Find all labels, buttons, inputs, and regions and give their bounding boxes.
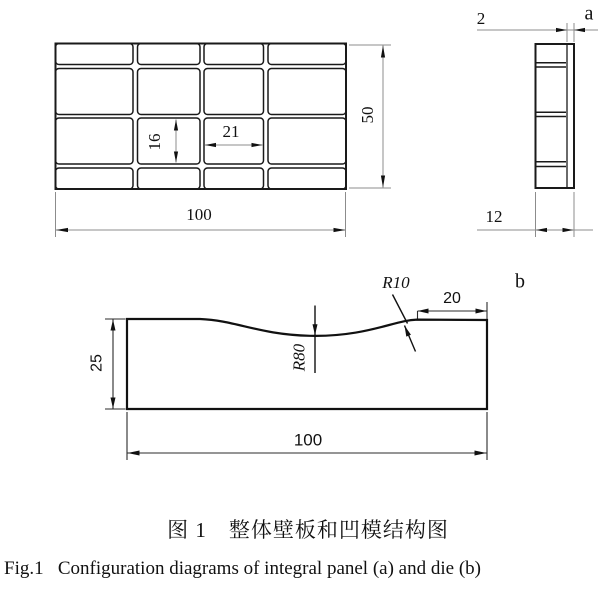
panel-width-dim: 100	[186, 204, 212, 224]
panel-pocket-cell	[56, 118, 134, 164]
dimension-arrowhead	[205, 143, 216, 147]
die-height-dim: 25	[88, 354, 106, 372]
panel-outline	[56, 44, 347, 190]
pocket-height-dim: 16	[144, 133, 164, 151]
dimension-arrowhead	[252, 143, 263, 147]
panel-pocket-cell	[204, 69, 264, 115]
dimension-arrowhead	[56, 228, 68, 232]
total-thickness-dim: 12	[485, 206, 503, 226]
r10-leader-line	[393, 295, 408, 324]
dimension-arrowhead	[475, 451, 487, 456]
die-width-dim: 100	[293, 430, 323, 450]
view-label-b: b	[515, 270, 525, 293]
dimension-arrowhead	[128, 451, 140, 456]
die-fillet-radius-dim: R10	[382, 272, 410, 292]
dimension-arrowhead	[405, 326, 411, 337]
panel-pocket-cell	[56, 44, 134, 65]
panel-pocket-cell	[204, 168, 264, 189]
panel-pocket-grid	[56, 44, 347, 190]
die-flat-dim: 20	[443, 290, 461, 308]
dimension-arrowhead	[174, 152, 178, 163]
panel-pocket-cell	[204, 44, 264, 65]
panel-pocket-cell	[268, 168, 346, 189]
panel-pocket-cell	[268, 69, 346, 115]
dimension-arrowhead	[381, 176, 385, 188]
view-label-a: a	[584, 2, 594, 25]
die-view	[89, 271, 525, 460]
panel-pocket-cell	[56, 168, 134, 189]
skin-thickness-dim: 2	[476, 8, 486, 28]
caption-chinese: 图 1 整体壁板和凹模结构图	[167, 518, 449, 542]
dimension-arrowhead	[536, 228, 547, 232]
dimension-arrowhead	[556, 28, 567, 32]
panel-side-view	[477, 3, 598, 237]
panel-pocket-cell	[138, 168, 201, 189]
dimension-arrowhead	[111, 320, 116, 331]
dimension-arrowhead	[334, 228, 346, 232]
panel-pocket-cell	[56, 69, 134, 115]
dimension-arrowhead	[563, 228, 574, 232]
dimension-arrowhead	[111, 398, 116, 409]
pocket-width-dim: 21	[222, 121, 240, 141]
panel-pocket-cell	[138, 44, 201, 65]
dimension-arrowhead	[418, 309, 429, 314]
dimension-arrowhead	[381, 46, 385, 58]
die-cavity-radius-dim: R80	[289, 343, 309, 372]
panel-pocket-cell	[138, 69, 201, 115]
dimension-arrowhead	[174, 120, 178, 131]
panel-pocket-cell	[268, 44, 346, 65]
panel-front-view	[56, 44, 392, 238]
panel-pocket-cell	[268, 118, 346, 164]
dimension-arrowhead	[313, 324, 318, 335]
dimension-arrowhead	[574, 28, 585, 32]
panel-height-dim: 50	[357, 106, 377, 124]
caption-english: Fig.1 Configuration diagrams of integral panel (a) and die (b)	[4, 558, 481, 579]
dimension-arrowhead	[476, 309, 487, 314]
